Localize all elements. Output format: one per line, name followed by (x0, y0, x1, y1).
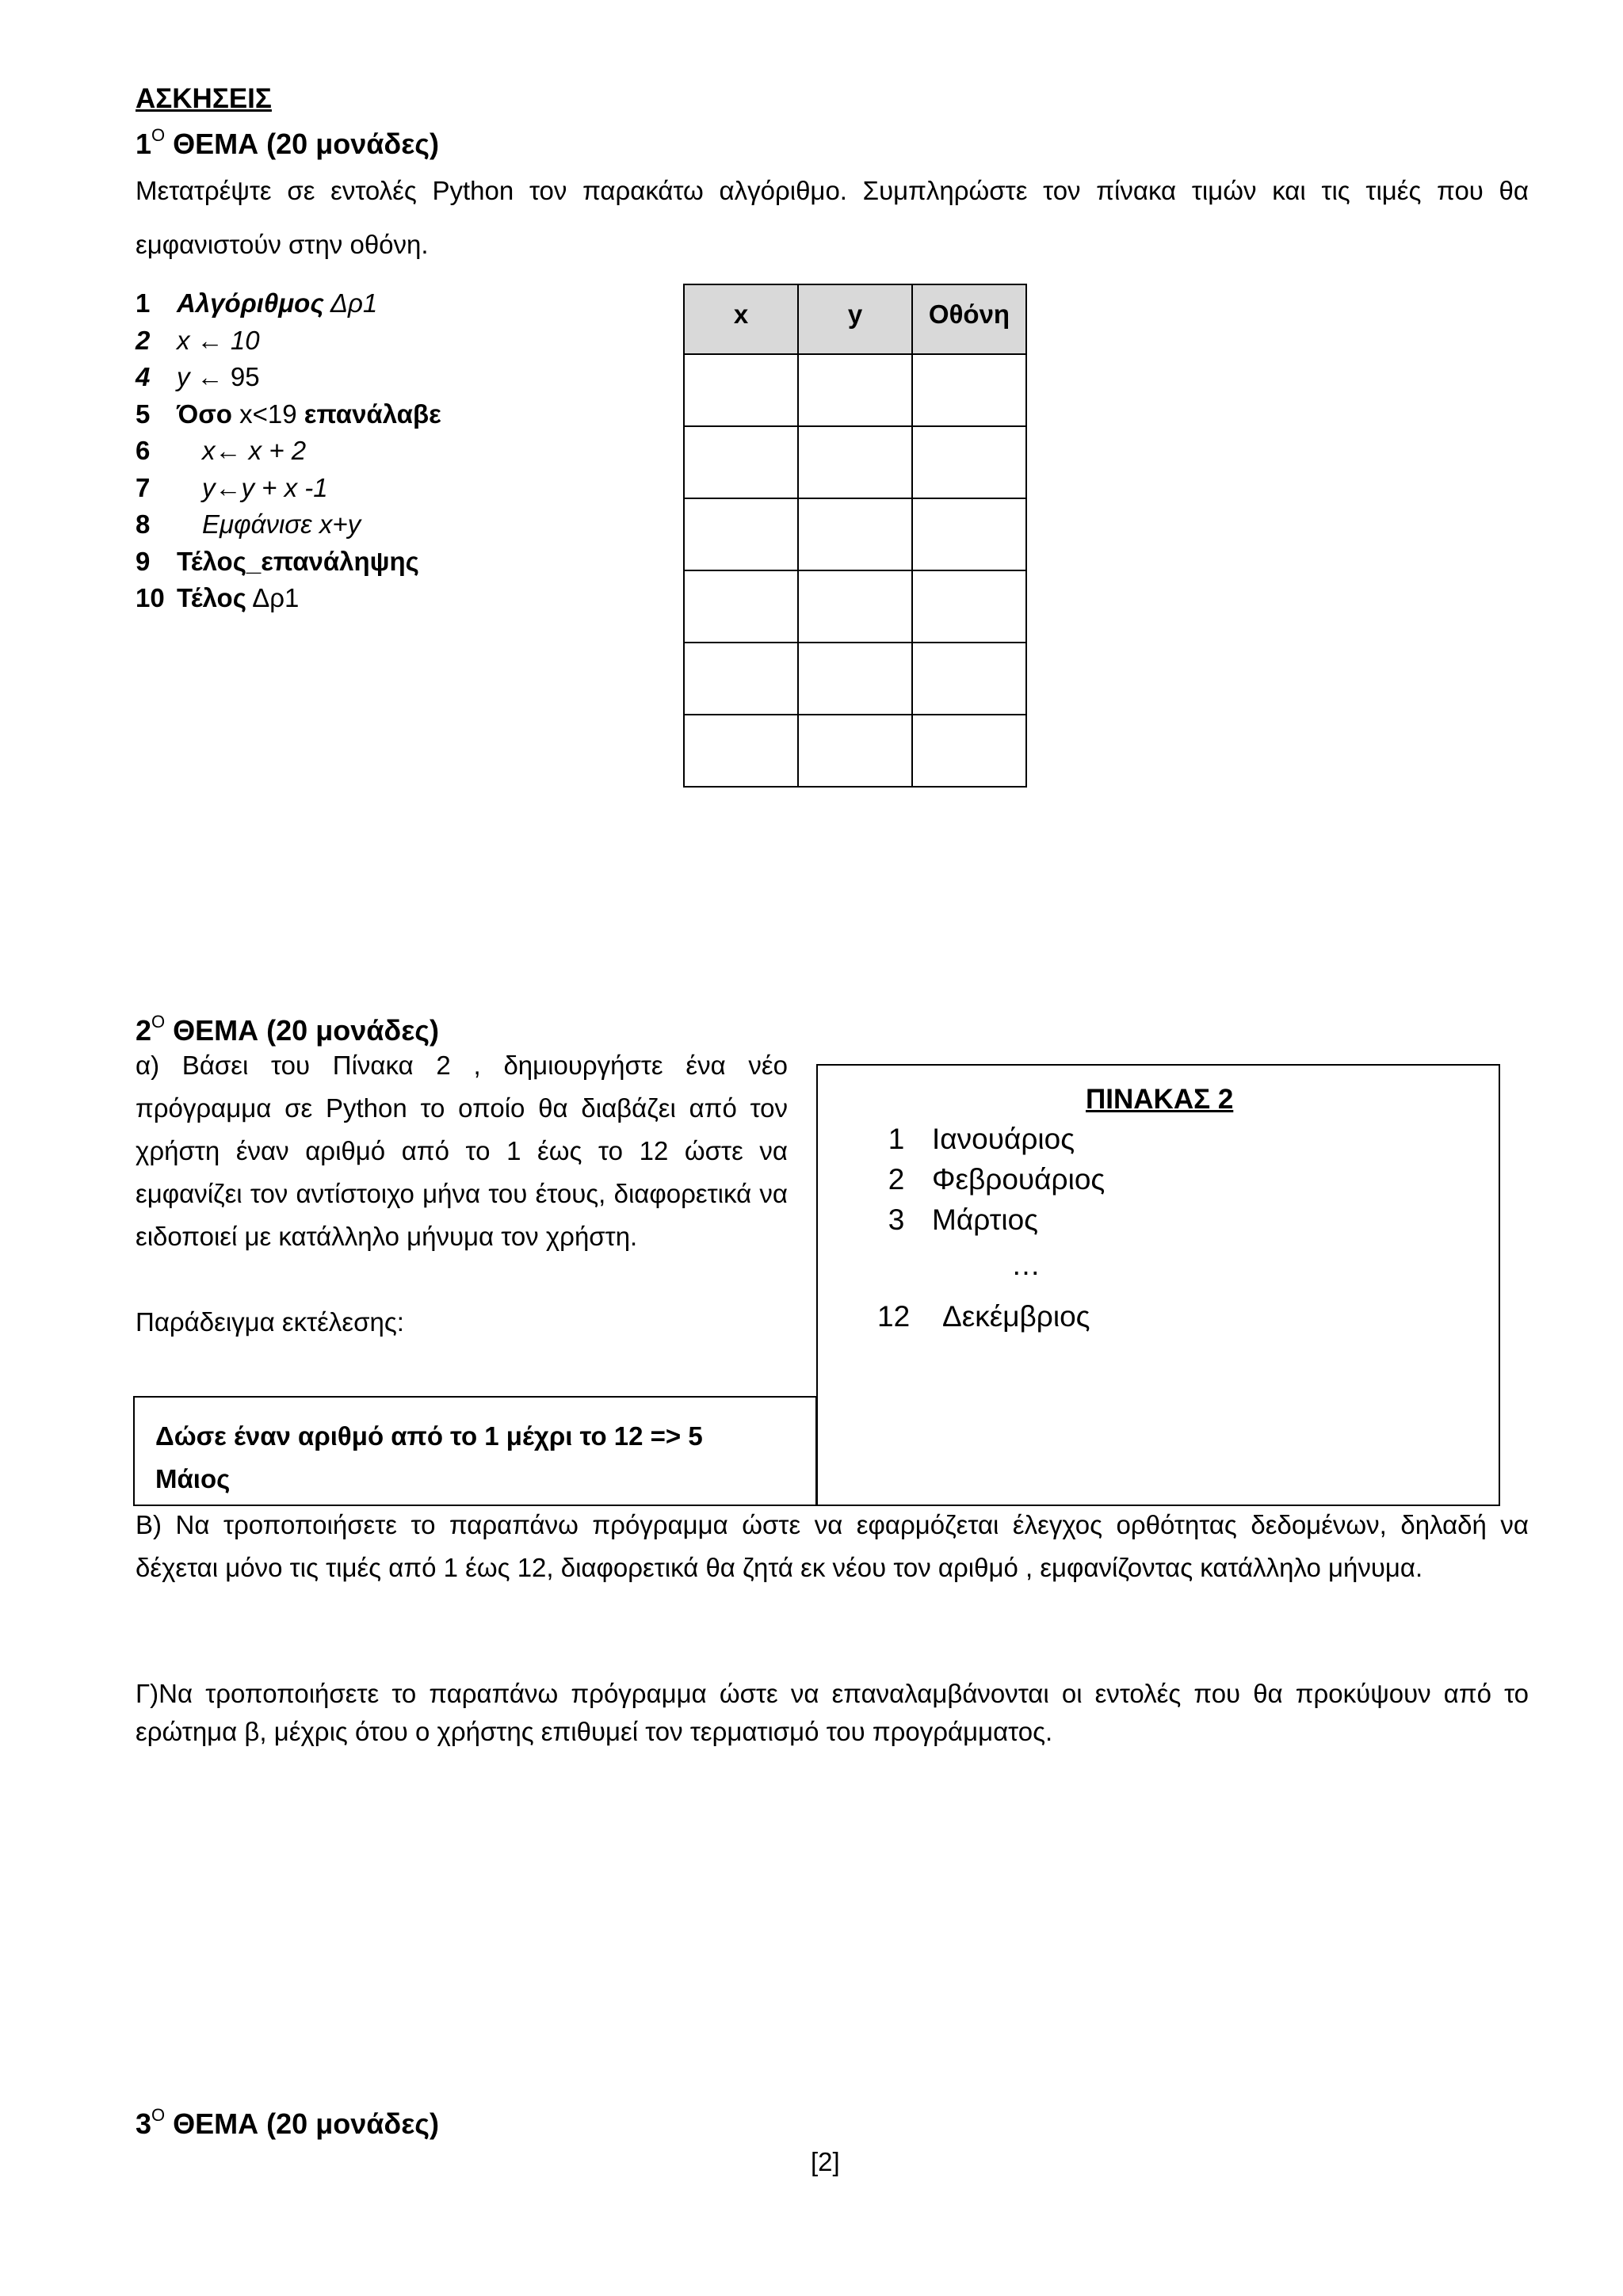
question-number: 3 (136, 2107, 152, 2140)
list-item: 1 Ιανουάριος (888, 1123, 1075, 1155)
table-row (684, 643, 1026, 715)
table-row (684, 498, 1026, 570)
list-item: 12 Δεκέμβριος (877, 1300, 1090, 1333)
question-number: 2 (136, 1014, 152, 1047)
question-1-instructions: Μετατρέψτε σε εντολές Python τον παρακάτω αλγόριθμο. Συμπληρώστε τον πίνακα τιμών και τις τιμές που θα εμφανιστούν στην οθόνη. (136, 176, 1529, 259)
question-1-title (136, 125, 439, 161)
header-screen: Οθόνη (912, 284, 1026, 354)
ordinal-sup: Ο (151, 1012, 166, 1032)
table-row (684, 426, 1026, 498)
month-list (861, 1119, 1105, 1240)
algorithm-line: 4 y ← 95 (136, 362, 260, 391)
algorithm-line: 2 x ← 10 (136, 325, 260, 355)
page-number: [2] (811, 2147, 840, 2176)
month-ellipsis: … (1011, 1249, 1041, 1281)
algorithm-line: 6 x← x + 2 (136, 436, 307, 465)
table-row (684, 570, 1026, 643)
question-title-text: ΘΕΜΑ (20 μονάδες) (173, 1014, 440, 1047)
table-row (684, 715, 1026, 787)
question-2-part-c: Γ)Να τροποποιήσετε το παραπάνω πρόγραμμα ώστε να επαναλαμβάνονται οι εντολές που θα προκύψουν από το ερώτημα β, μέχρις ότου ο χρήστης επιθυμεί τον τερματισμό του προγράμματος. (136, 1679, 1529, 1746)
ordinal-sup: Ο (151, 125, 166, 145)
example-label: Παράδειγμα εκτέλεσης: (136, 1307, 404, 1337)
algorithm-line: 5 Όσο x<19 επανάλαβε (136, 399, 441, 429)
example-output-line: Μάιος (155, 1464, 231, 1493)
question-2-title (136, 1012, 439, 1047)
section-heading: ΑΣΚΗΣΕΙΣ (136, 83, 272, 114)
trace-table (683, 284, 1027, 788)
header-x: x (684, 284, 798, 354)
example-output-box (133, 1396, 817, 1506)
algorithm-line: 8 Εμφάνισε x+y (136, 509, 361, 539)
example-output-line: Δώσε έναν αριθμό από το 1 μέχρι το 12 => 5 (155, 1421, 703, 1451)
algorithm-line: 10 Τέλος Δρ1 (136, 583, 300, 612)
ordinal-sup: Ο (151, 2105, 166, 2125)
question-3-title (136, 2105, 439, 2141)
table-row (684, 354, 1026, 426)
algorithm-listing (136, 285, 441, 617)
question-number: 1 (136, 128, 152, 160)
question-2-part-a: α) Βάσει του Πίνακα 2 , δημιουργήστε ένα νέο πρόγραμμα σε Python το οποίο θα διαβάζει από τον χρήστη έναν αριθμό από το 1 έως το 12 ώστε να εμφανίζει τον αντίστοιχο μήνα του έτους, διαφορετικά να ειδοποιεί με κατάλληλο μήνυμα τον χρήστη. (136, 1051, 788, 1251)
question-title-text: ΘΕΜΑ (20 μονάδες) (173, 2107, 440, 2140)
question-title-text: ΘΕΜΑ (20 μονάδες) (173, 128, 440, 160)
list-item: 3 Μάρτιος (888, 1203, 1038, 1236)
list-item: 2 Φεβρουάριος (888, 1163, 1106, 1196)
header-y: y (798, 284, 912, 354)
pinakas-2-title: ΠΙΝΑΚΑΣ 2 (1086, 1084, 1234, 1115)
algorithm-line: 1 Αλγόριθμος Δρ1 (136, 288, 378, 318)
algorithm-line: 7 y←y + x -1 (136, 472, 328, 502)
question-2-part-b: Β) Να τροποποιήσετε το παραπάνω πρόγραμμα ώστε να εφαρμόζεται έλεγχος ορθότητας δεδομένων, δηλαδή να δέχεται μόνο τις τιμές από 1 έως 12, διαφορετικά θα ζητά εκ νέου τον αριθμό , εμφανίζοντας κατάλληλο μήνυμα. (136, 1510, 1529, 1582)
trace-table-header (684, 284, 1026, 354)
algorithm-line: 9 Τέλος_επανάληψης (136, 546, 419, 576)
